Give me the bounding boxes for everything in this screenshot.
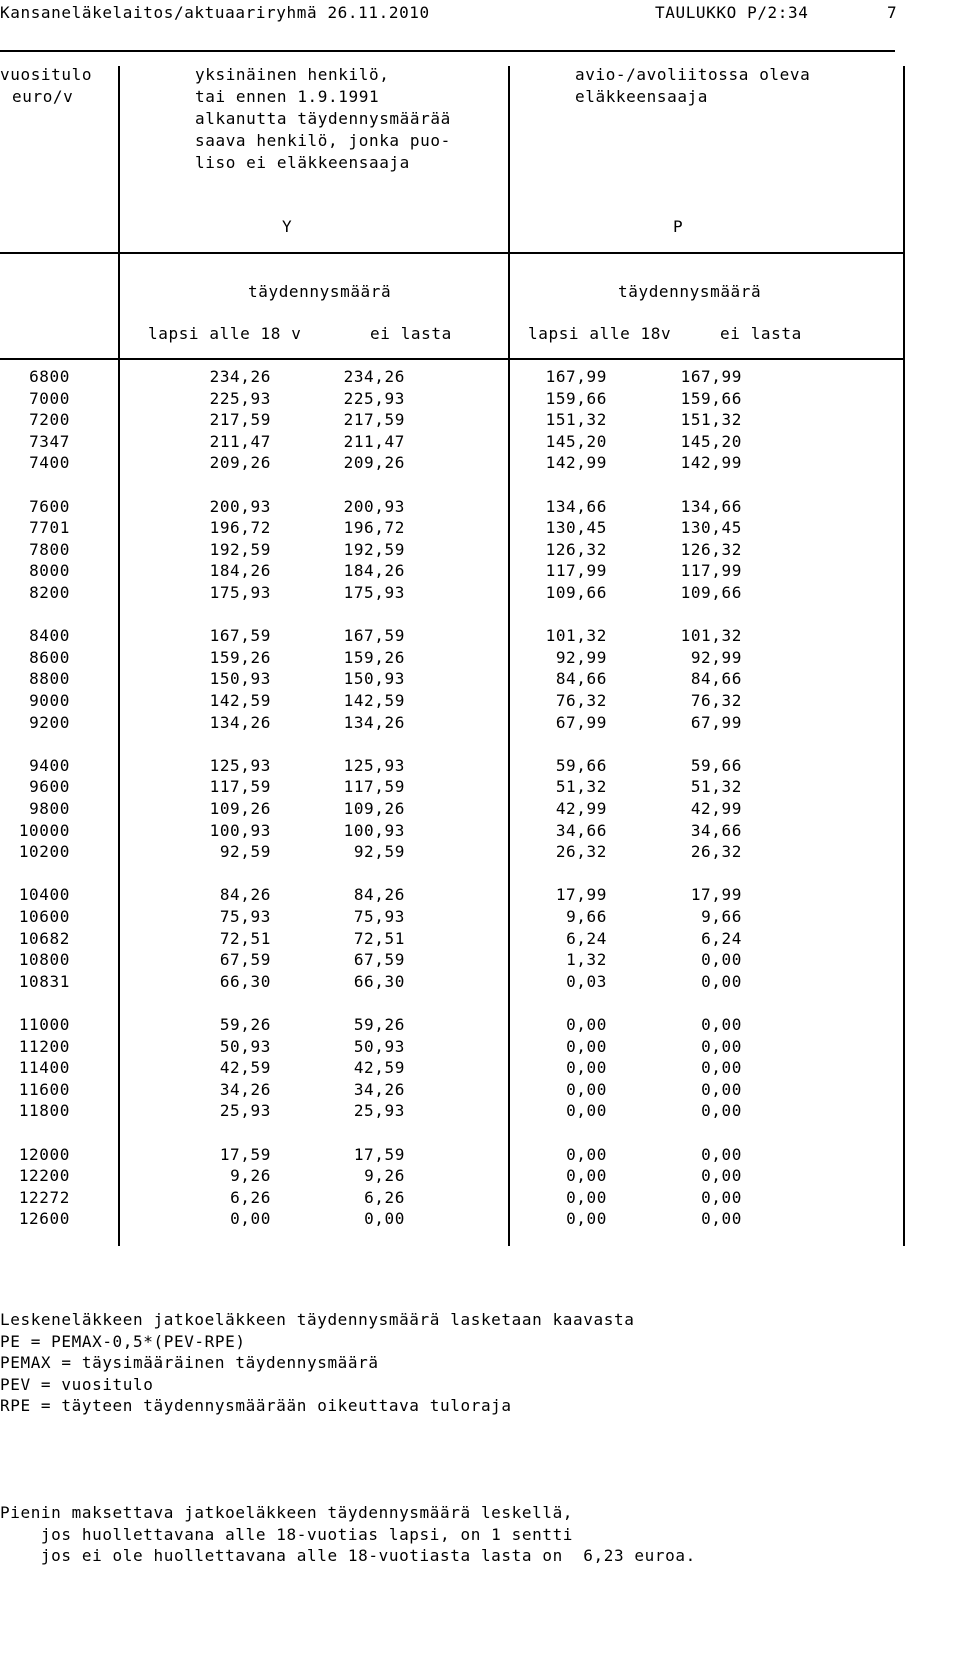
y-child-cell: 92,59 [219,842,271,862]
table-top-rule [0,50,895,52]
group-y-desc-1: yksinäinen henkilö, [195,65,390,84]
income-cell: 8800 [29,669,70,689]
p-nochild-cell: 0,00 [701,1058,742,1078]
column-header-rule [0,358,905,360]
y-child-cell: 17,59 [219,1144,271,1164]
p-nochild-cell: 59,66 [690,755,742,775]
y-child-cell: 142,59 [209,691,271,710]
p-nochild-cell: 17,99 [690,885,742,905]
y-child-cell: 9,26 [230,1166,271,1186]
page-number: 7 [887,3,898,22]
p-child-cell: 101,32 [545,626,607,646]
income-cell: 8200 [29,583,70,602]
p-child-column-header: lapsi alle 18v [528,324,672,343]
y-nochild-cell: 50,93 [353,1036,405,1056]
income-cell: 7400 [29,453,70,473]
group-p-desc-2: eläkkeensaaja [575,87,709,106]
p-nochild-cell: 130,45 [680,518,742,538]
group-y-code: Y [282,217,293,236]
formula-def-pev: PEV = vuositulo [0,1375,154,1394]
p-child-cell: 0,00 [566,1015,607,1034]
income-cell: 7701 [29,518,70,538]
y-nochild-cell: 0,00 [364,1209,405,1229]
y-child-cell: 50,93 [219,1036,271,1056]
y-nochild-cell: 75,93 [353,907,405,926]
y-nochild-cell: 196,72 [343,518,405,538]
income-cell: 7800 [29,539,70,559]
income-cell: 10200 [18,842,70,862]
formula-intro: Leskeneläkkeen jatkoeläkkeen täydennysmäärä lasketaan kaavasta [0,1310,635,1329]
p-child-cell: 0,00 [566,1144,607,1164]
group-p-subtitle: täydennysmäärä [618,282,762,301]
p-child-cell: 134,66 [545,496,607,516]
p-nochild-cell: 26,32 [690,842,742,862]
y-nochild-cell: 234,26 [343,367,405,386]
y-child-cell: 42,59 [219,1058,271,1078]
p-nochild-cell: 76,32 [690,691,742,710]
income-cell: 10682 [18,928,70,948]
p-child-cell: 0,00 [566,1058,607,1078]
formula-def-rpe: RPE = täyteen täydennysmäärään oikeuttava tuloraja [0,1396,512,1415]
p-child-cell: 17,99 [555,885,607,905]
group-y-desc-4: saava henkilö, jonka puo- [195,131,451,150]
y-nochild-cell: 72,51 [353,928,405,948]
p-nochild-cell: 51,32 [690,777,742,797]
income-header-line-1: vuositulo [0,65,93,84]
y-child-column-header: lapsi alle 18 v [148,324,302,343]
y-nochild-cell: 150,93 [343,669,405,689]
y-nochild-cell: 25,93 [353,1101,405,1121]
p-child-cell: 34,66 [555,820,607,840]
y-nochild-cell: 117,59 [343,777,405,797]
income-cell: 10800 [18,950,70,970]
y-nochild-cell: 59,26 [353,1015,405,1034]
p-child-cell: 142,99 [545,453,607,473]
y-child-cell: 167,59 [209,626,271,646]
y-nochild-cell: 225,93 [343,388,405,408]
income-cell: 7347 [29,431,70,451]
formula-def-pemax: PEMAX = täysimääräinen täydennysmäärä [0,1353,379,1372]
p-child-cell: 159,66 [545,388,607,408]
p-nochild-cell: 142,99 [680,453,742,473]
group-y-desc-5: liso ei eläkkeensaaja [195,153,410,172]
p-child-cell: 0,00 [566,1209,607,1229]
y-nochild-column-header: ei lasta [370,324,452,343]
y-child-cell: 192,59 [209,539,271,559]
y-nochild-cell: 209,26 [343,453,405,473]
formula-equation: PE = PEMAX-0,5*(PEV-RPE) [0,1332,246,1351]
y-nochild-cell: 67,59 [353,950,405,970]
p-child-cell: 117,99 [545,561,607,581]
group-y-desc-3: alkanutta täydennysmäärää [195,109,451,128]
p-child-cell: 167,99 [545,367,607,386]
document-header-left: Kansaneläkelaitos/aktuaariryhmä 26.11.2010 [0,3,430,22]
income-cell: 11000 [18,1015,70,1034]
income-cell: 9400 [29,755,70,775]
p-child-cell: 92,99 [555,647,607,667]
y-child-cell: 109,26 [209,799,271,818]
group-y-desc-2: tai ennen 1.9.1991 [195,87,380,106]
p-child-cell: 0,00 [566,1079,607,1099]
y-nochild-cell: 34,26 [353,1079,405,1099]
p-nochild-column-header: ei lasta [720,324,802,343]
p-nochild-cell: 84,66 [690,669,742,689]
y-nochild-cell: 42,59 [353,1058,405,1078]
p-nochild-cell: 6,24 [701,928,742,948]
income-cell: 10400 [18,885,70,905]
p-nochild-cell: 0,00 [701,1101,742,1121]
y-child-cell: 75,93 [219,907,271,926]
p-nochild-cell: 0,00 [701,1209,742,1229]
p-child-cell: 0,00 [566,1166,607,1186]
income-cell: 6800 [29,367,70,386]
y-child-cell: 100,93 [209,820,271,840]
p-child-cell: 59,66 [555,755,607,775]
income-cell: 10600 [18,907,70,926]
p-nochild-cell: 0,00 [701,1144,742,1164]
y-child-cell: 0,00 [230,1209,271,1229]
p-nochild-cell: 101,32 [680,626,742,646]
income-cell: 8600 [29,647,70,667]
income-cell: 8000 [29,561,70,581]
y-nochild-cell: 217,59 [343,410,405,430]
p-nochild-cell: 42,99 [690,799,742,818]
p-nochild-cell: 134,66 [680,496,742,516]
y-child-cell: 25,93 [219,1101,271,1121]
p-nochild-cell: 0,00 [701,1166,742,1186]
income-cell: 11800 [18,1101,70,1121]
p-child-cell: 145,20 [545,431,607,451]
p-nochild-cell: 151,32 [680,410,742,430]
p-child-cell: 126,32 [545,539,607,559]
y-child-cell: 225,93 [209,388,271,408]
income-cell: 12200 [18,1166,70,1186]
y-nochild-cell: 167,59 [343,626,405,646]
y-child-cell: 211,47 [209,431,271,451]
y-child-cell: 67,59 [219,950,271,970]
y-child-cell: 234,26 [209,367,271,386]
p-nochild-cell: 0,00 [701,1036,742,1056]
y-child-cell: 200,93 [209,496,271,516]
y-nochild-cell: 92,59 [353,842,405,862]
y-child-cell: 117,59 [209,777,271,797]
y-nochild-cell: 17,59 [353,1144,405,1164]
income-cell: 8400 [29,626,70,646]
income-header-line-2: euro/v [12,87,74,106]
income-cell: 7200 [29,410,70,430]
p-child-cell: 1,32 [566,950,607,970]
column-divider-1 [118,66,120,1246]
p-child-cell: 76,32 [555,691,607,710]
y-nochild-cell: 184,26 [343,561,405,581]
p-child-cell: 0,00 [566,1036,607,1056]
p-nochild-cell: 117,99 [680,561,742,581]
p-nochild-cell: 0,00 [701,950,742,970]
minimum-note-line-1: Pienin maksettava jatkoeläkkeen täydennysmäärä leskellä, [0,1503,574,1522]
p-child-cell: 109,66 [545,583,607,602]
income-cell: 10000 [18,820,70,840]
p-nochild-cell: 0,00 [701,971,742,991]
p-nochild-cell: 145,20 [680,431,742,451]
p-child-cell: 0,00 [566,1101,607,1121]
y-nochild-cell: 175,93 [343,583,405,602]
y-nochild-cell: 192,59 [343,539,405,559]
income-cell: 12000 [18,1144,70,1164]
group-y-subtitle: täydennysmäärä [248,282,392,301]
income-cell: 11400 [18,1058,70,1078]
p-nochild-cell: 0,00 [701,1187,742,1207]
y-nochild-cell: 142,59 [343,691,405,710]
y-nochild-cell: 125,93 [343,755,405,775]
y-child-cell: 72,51 [219,928,271,948]
y-child-cell: 175,93 [209,583,271,602]
y-nochild-cell: 66,30 [353,971,405,991]
p-child-cell: 84,66 [555,669,607,689]
p-child-cell: 0,03 [566,971,607,991]
y-nochild-cell: 109,26 [343,799,405,818]
p-nochild-cell: 92,99 [690,647,742,667]
y-nochild-cell: 200,93 [343,496,405,516]
group-p-code: P [673,217,684,236]
p-child-cell: 9,66 [566,907,607,926]
income-cell: 11600 [18,1079,70,1099]
y-child-cell: 217,59 [209,410,271,430]
p-child-cell: 6,24 [566,928,607,948]
income-cell: 9200 [29,712,70,732]
y-child-cell: 159,26 [209,647,271,667]
y-child-cell: 66,30 [219,971,271,991]
y-child-cell: 134,26 [209,712,271,732]
p-child-cell: 67,99 [555,712,607,732]
p-child-cell: 151,32 [545,410,607,430]
minimum-note-line-3: jos ei ole huollettavana alle 18-vuotiasta lasta on 6,23 euroa. [0,1546,696,1565]
minimum-note-line-2: jos huollettavana alle 18-vuotias lapsi, on 1 sentti [0,1525,574,1544]
p-child-cell: 0,00 [566,1187,607,1207]
y-child-cell: 196,72 [209,518,271,538]
table-id: TAULUKKO P/2:34 [655,3,809,22]
y-child-cell: 209,26 [209,453,271,473]
income-cell: 7600 [29,496,70,516]
group-p-desc-1: avio-/avoliitossa oleva [575,65,811,84]
y-nochild-cell: 6,26 [364,1187,405,1207]
p-nochild-cell: 67,99 [690,712,742,732]
y-child-cell: 34,26 [219,1079,271,1099]
group-header-rule [0,252,905,254]
p-nochild-cell: 109,66 [680,583,742,602]
income-cell: 9600 [29,777,70,797]
y-nochild-cell: 100,93 [343,820,405,840]
y-child-cell: 125,93 [209,755,271,775]
p-nochild-cell: 159,66 [680,388,742,408]
p-nochild-cell: 0,00 [701,1079,742,1099]
y-nochild-cell: 9,26 [364,1166,405,1186]
income-cell: 9000 [29,691,70,710]
y-nochild-cell: 211,47 [343,431,405,451]
y-nochild-cell: 84,26 [353,885,405,905]
income-cell: 11200 [18,1036,70,1056]
income-cell: 9800 [29,799,70,818]
p-nochild-cell: 9,66 [701,907,742,926]
p-child-cell: 130,45 [545,518,607,538]
p-child-cell: 42,99 [555,799,607,818]
y-nochild-cell: 159,26 [343,647,405,667]
p-nochild-cell: 167,99 [680,367,742,386]
y-nochild-cell: 134,26 [343,712,405,732]
p-nochild-cell: 34,66 [690,820,742,840]
p-child-cell: 51,32 [555,777,607,797]
income-cell: 12600 [18,1209,70,1229]
income-cell: 7000 [29,388,70,408]
p-nochild-cell: 126,32 [680,539,742,559]
income-cell: 10831 [18,971,70,991]
p-child-cell: 26,32 [555,842,607,862]
p-nochild-cell: 0,00 [701,1015,742,1034]
y-child-cell: 59,26 [219,1015,271,1034]
y-child-cell: 150,93 [209,669,271,689]
income-cell: 12272 [18,1187,70,1207]
y-child-cell: 84,26 [219,885,271,905]
y-child-cell: 184,26 [209,561,271,581]
table-right-border [903,66,905,1246]
y-child-cell: 6,26 [230,1187,271,1207]
